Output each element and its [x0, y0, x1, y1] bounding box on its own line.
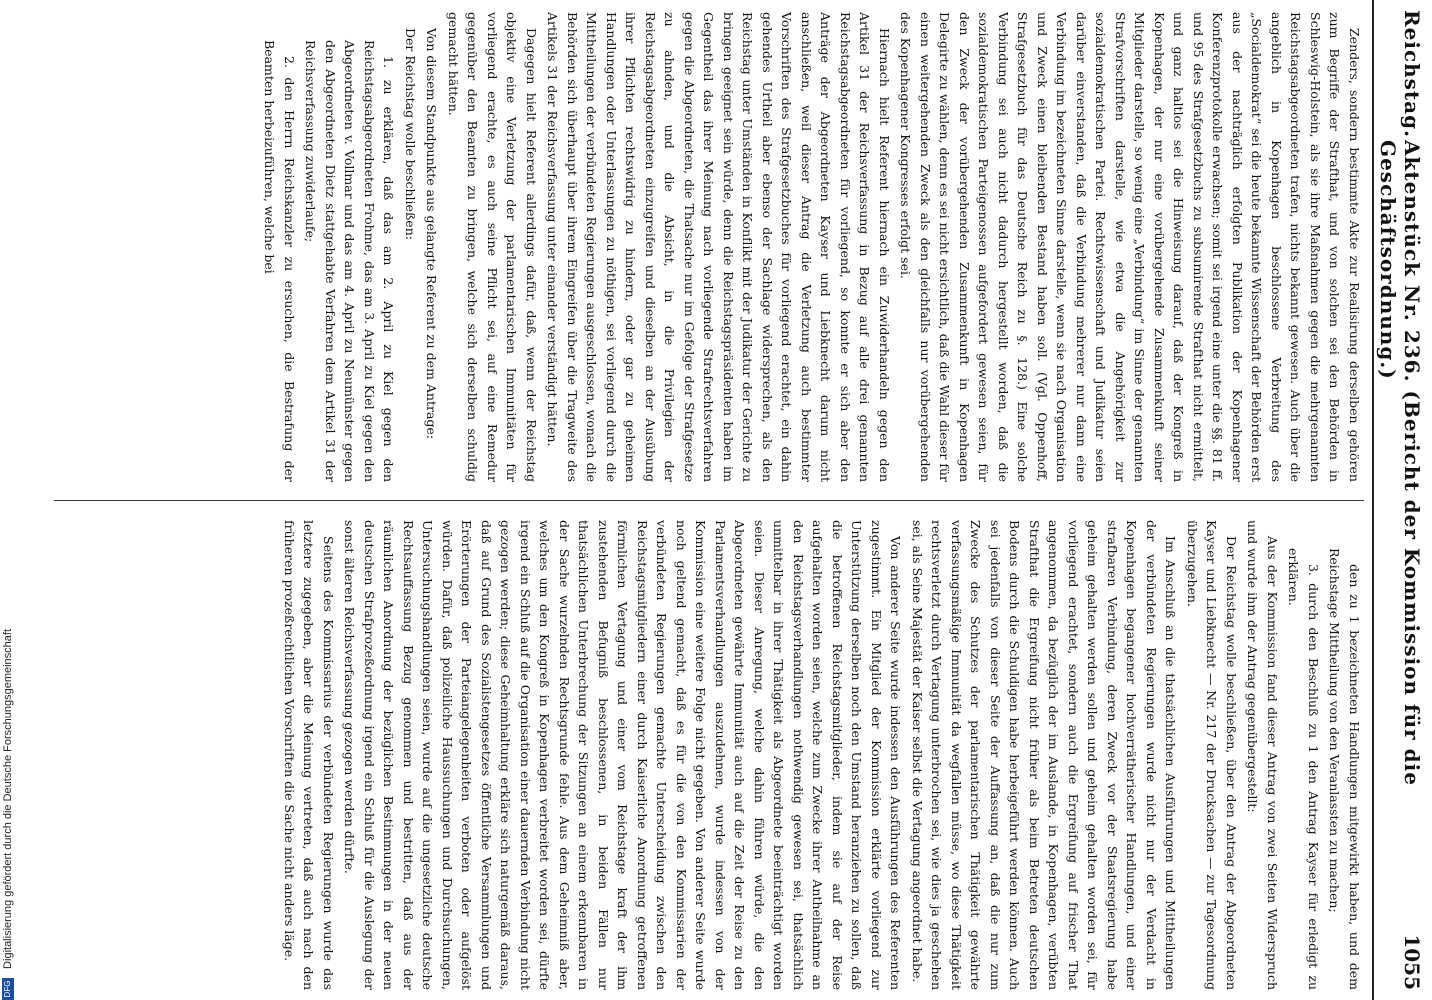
column-divider — [54, 500, 1364, 501]
paragraph: Von anderer Seite wurde indessen den Ausführungen des Referenten zugestimmt. Ein Mitglied der Kommission erklärte vorliegend zur Unterstützung derselben noch den Umstand heranziehen zu sollen, daß die betroffenen Reichstagsmitglieder, indem sie auf der Reise aufgehalten worden seien, welche zum Zwecke ihrer Antheilnahme an den Reichstagsverhandlungen nothwendig gewesen sei, thatsächlich unmittelbar in ihrer Thätigkeit als Abgeordnete beeinträchtigt worden seien. Dieser Anregung, welche dahin führen würde, die den Abgeordneten gewährte Immunität auch auf die Zeit der Reise zu den Parlamentsverhandlungen auszudehnen, wurde indessen von der Kommission eine weitere Folge nicht gegeben. Von anderer Seite wurde noch geltend gemacht, daß es für die von den Kommissarien der verbündeten Regierungen gemachte Unterscheidung zwischen den Reichstagsmitgliedern einer durch Kaiserliche Anordnung getroffenen förmlichen Vertagung und einer vom Reichstage kraft der ihm zustehenden Befugniß beschlossenen, in beiden Fällen nur thatsächlichen Unterbrechung der Sitzungen an einem erkennbaren in der Sache wurzelnden Rechtsgrunde fehle. Aus dem Geheimniß aber, welches um den Kongreß in Kopenhagen verbreitet worden sei, dürfte irgend ein Schluß auf die Organisation einer dauernden Verbindung nicht gezogen werden; diese Geheimhaltung erkläre sich naturgemäß daraus, daß auf Grund des Sozialistengesetzes öffentliche Versammlungen und Erörterungen der Parteiangelegenheiten verboten oder aufgelöst würden. Dafür, daß polizeiliche Haussuchungen und Durchsuchungen, Untersuchungshandlungen seien, wurde auf die ungesetzliche deutsche Rechtsauffassung Bezug genommen und bestritten, daß aus der räumlichen Anordnung der bezüglichen Bestimmungen in der neuen deutschen Strafprozeßordnung irgend ein Schluß für die Auslegung der sonst älteren Reichsverfassung gezogen werden dürfte. — [342, 520, 904, 990]
scanned-page — [32, 0, 1432, 1000]
paragraph: Seitens des Kommissarius der verbündeten Regierungen wurde das letztere zugegeben, aber die Meinung vertreten, daß auch nach den früheren prozeßrechtlichen Vorschriften die Sache nicht anders läge. — [282, 520, 336, 990]
page-header — [1372, 0, 1432, 1000]
motion-intro: Der Reichstag wolle beschließen: — [403, 28, 418, 240]
dfg-logo: DFG — [2, 978, 14, 1000]
header-center: Aktenstück Nr. 236. (Bericht der Kommission für die Geschäftsordnung.) — [1376, 140, 1424, 786]
continuation-item: den zu 1 bezeichneten Handlungen mitgewirkt haben, und dem Reichstage Mittheilung von den Veranlassten zu machen; — [1327, 548, 1362, 990]
paragraph: Von diesem Standpunkte aus gelangte Referent zu dem Antrage: — [424, 28, 440, 440]
paragraph: Aus der Kommission fand dieser Antrag von zwei Seiten Widerspruch und wurde ihm der Antrag gegenübergestellt: — [1245, 520, 1280, 990]
footer-credit-line — [2, 0, 14, 1000]
paragraph: Hiernach hielt Referent hiernach ein Zuwiderhandeln gegen den Artikel 31 der Reichsverfassung in Bezug auf alle drei genannten Reichstagsabgeordneten für vorliegend, so konnte er sich aber den Anträge der Abgeordneten Kayser und Liebknecht darum nicht anschließen, weil dieser Antrag die Verletzung auch bestimmter Vorschriften des Strafgesetzbuches für vorliegend erachtet, ein dahin gehendes Urtheil aber ebenso der Sachlage widersprechen, als den Reichstag unter Umständen in Konflikt mit der Judikatur der Gerichte zu bringen geeignet sein würde, denn die Reichstagspräsidenten haben im Gegentheil das ihrer Meinung nach vorliegende Strafrechtsverfahren gegen die Abgeordneten, die Thatsache nur im Gefolge der Strafgesetze zu ahnden, und die Absicht, in die Privilegien der Reichstagsabgeordneten einzugreifen und dieselben an der Ausübung ihrer Pflichten rechtswidrig zu hindern, oder gar zu geheimen Handlungen oder Unterlassungen zu nöthigen, sei vorliegend durch die Mittheilungen der verbündeten Regierungen ausgeschlossen, wonach die Behörden sich überhaupt über ihrem Eingreifen über die Tragweite des Artikels 31 der Reichsverfassung unter einander verständigt hätten. — [545, 12, 892, 482]
paragraph: Dagegen hielt Referent allerdings dafür, daß, wenn der Reichstag objektiv eine Verletzung der parlamentarischen Immunitäten für vorliegend erachte, es auch seine Pflicht sei, auf eine Remedur gegenüber den Beamten zu bringen, welche sich derselben schuldig gemacht hätten. — [446, 12, 539, 482]
paragraph: Zenders, sondern bestimmte Akte zur Realisirung derselben gehören zum Begriffe der Strafthat, und von solchen sei den Behörden in Schleswig-Holstein, als sie ihre Maßnahmen gegen die mehrgenannten Reichstagsabgeordneten trafen, nichts bekannt gewesen. Auch über die angeblich in Kopenhagen beschlossene Verbreitung des „Socialdemokrat“ sei die heute bekannte Wissenschaft der Behörden erst aus der nachträglich erfolgten Publikation der Kopenhagener Konferenzprotokolle erwachsen; somit sei irgend eine unter die §§. 81 ff. und 95 des Strafgesetzbuchs zu subsumirende Strafthat nicht ermittelt, und ganz haltlos sei die Hinweisung darauf, daß der Kongreß in Kopenhagen, der nur eine vorübergehende Zusammenkunft seiner Mitglieder darstelle, so wenig eine „Verbindung“ im Sinne der genannten Strafvorschriften darstelle, wie etwa die Angehörigkeit zur sozialdemokratischen Partei. Rechtswissenschaft und Judikatur seien darüber einverstanden, daß die Verbindung mehrerer nur dann eine Verbindung im bezeichneten Sinne darstelle, wenn sie nach Organisation und Zweck einen bleibenden Bestand haben soll. (Vgl. Oppenhoff, Strafgesetzbuch für das Deutsche Reich zu §. 128.) Eine solche Verbindung sei auch nicht dadurch hergestellt worden, daß die sozialdemokratischen Parteigenossen aufgefordert gewesen seien, für den Zweck der vorübergehenden Zusammenkunft in Kopenhagen Delegirte zu wählen, denn es sei nicht ersichtlich, daß die Wahl dieser für einen weitergehenden Zweck als den gleichfalls nur vorübergehenden des Kopenhagener Kongresses erfolgt sei. — [898, 12, 1362, 482]
left-column — [44, 12, 1364, 482]
paragraph: Im Anschluß an die thatsächlichen Ausführungen und Mittheilungen der verbündeten Regierungen wurde nicht nur der Verdacht in Kopenhagen begangener hochverrätherischer Handlungen, und einer strafbaren Verbindung, deren Zweck vor der Staatsregierung habe geheim gehalten werden sollen und geheim gehalten worden sei, für vorliegend erachtet, sondern auch die Ergreifung auf frischer That angenommen, da bezüglich der im Auslande, in Kopenhagen, verübten Strafthat die Ergreifung nicht früher als beim Betreten deutschen Bodens durch die Schuldigen habe herbeigeführt werden können. Auch sei jedenfalls von dieser Seite der Auffassung an, daß die nur zum Zwecke des Schutzes der parlamentarischen Thätigkeit gewährte verfassungsmäßige Immunität da wegfallen müsse, wo diese Thätigkeit rechtsverletzt durch Vertagung unterbrochen sei, wie dies ja geschehen sei, als Seine Majestät der Kaiser selbst die Vertagung angeordnet habe. — [910, 520, 1179, 990]
motion-item: 2. den Herrn Reichskanzler zu ersuchen, die Bestrafung der Beamten herbeizuführen, welche bei — [262, 40, 297, 482]
motion-text: Der Reichstag wolle beschließen, über den Antrag der Abgeordneten Kayser und Liebknecht — Nr. 217 der Drucksachen — zur Tagesordnung überzugehen. — [1185, 520, 1239, 990]
page-number: 1055 — [1400, 934, 1424, 990]
continuation-item: 3. durch den Beschluß zu 1 den Antrag Kayser für erledigt zu erklären. — [1286, 548, 1321, 990]
right-column — [44, 520, 1364, 990]
footer-credit-text: Digitalisierung gefördert durch die Deutsche Forschungsgemeinschaft — [2, 628, 14, 969]
footer-strip — [0, 0, 28, 1000]
motion-item: 1. zu erklären, daß das am 2. April zu Kiel gegen den Reichstagsabgeordneten Frohme, das am 3. April zu Kiel gegen den Abgeordneten v. Vollmar und das am 4. April zu Neumünster gegen den Abgeordneten Dietz stattgehabte Verfahren dem Artikel 31 der Reichsverfassung zuwiderlaufe; — [303, 40, 397, 482]
header-left: Reichstag. — [1400, 10, 1424, 139]
